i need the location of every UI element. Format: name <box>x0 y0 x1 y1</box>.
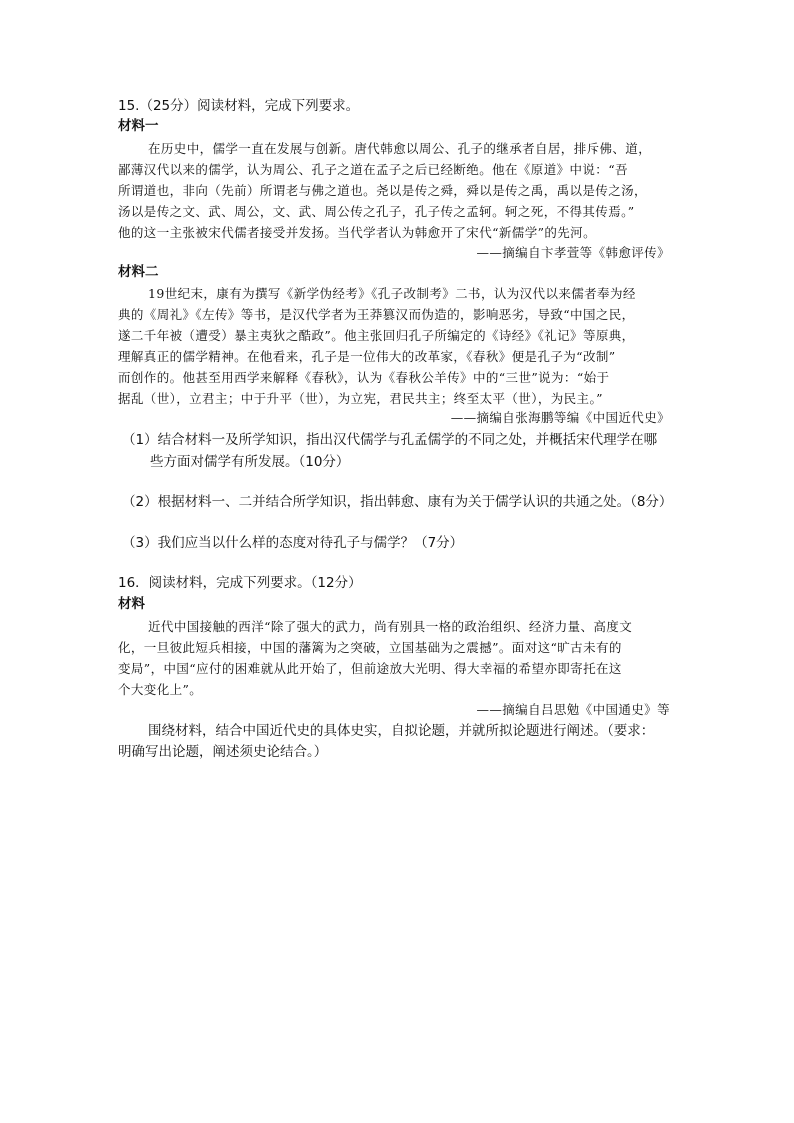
q15-question-3: （3）我们应当以什么样的态度对待孔子与儒学？（7分） <box>122 535 464 551</box>
q16-line: 近代中国接触的西洋“除了强大的武力，尚有别具一格的政治组织、经济力量、高度文 <box>148 619 633 634</box>
q15-m2-line: 典的《周礼》《左传》等书，是汉代学者为王莽篡汉而伪造的，影响恶劣，导致“中国之民， <box>118 307 635 322</box>
q15-question-1: （1）结合材料一及所学知识，指出汉代儒学与孔孟儒学的不同之处，并概括宋代理学在哪 <box>122 432 658 448</box>
q15-m1-source: ——摘编自卞孝萱等《韩愈评传》 <box>476 245 670 260</box>
q16-source: ——摘编自吕思勉《中国通史》等 <box>476 702 670 717</box>
q15-m1-line: 鄙薄汉代以来的儒学，认为周公、孔子之道在孟子之后已经断绝。他在《原道》中说：“吾 <box>118 162 628 177</box>
q15-question-1-cont: 些方面对儒学有所发展。（10分） <box>150 454 350 470</box>
q15-m1-line: 汤以是传之文、武、周公，文、武、周公传之孔子，孔子传之孟轲。轲之死，不得其传焉。” <box>118 204 635 219</box>
q16-line: 个大变化上”。 <box>118 682 203 697</box>
q16-task-cont: 明确写出论题，阐述须史论结合。） <box>118 744 328 760</box>
q16-task: 围绕材料，结合中国近代史的具体史实，自拟论题，并就所拟论题进行阐述。（要求： <box>148 723 655 739</box>
q16-header: 16．阅读材料，完成下列要求。（12分） <box>118 575 362 591</box>
q15-m2-line: 理解真正的儒学精神。在他看来，孔子是一位伟大的改革家，《春秋》便是孔子为“改制” <box>118 349 616 364</box>
q15-question-2: （2）根据材料一、二并结合所学知识，指出韩愈、康有为关于儒学认识的共通之处。（8分） <box>122 494 673 510</box>
q15-header: 15.（25分）阅读材料，完成下列要求。 <box>118 98 360 114</box>
q15-m2-line: 遂二千年被（遭受）暴主夷狄之酷政”。他主张回归孔子所编定的《诗经》《礼记》等原典， <box>118 328 635 343</box>
q15-m1-line: 在历史中，儒学一直在发展与创新。唐代韩愈以周公、孔子的继承者自居，排斥佛、道， <box>148 141 652 156</box>
q15-material1-label: 材料一 <box>118 118 159 134</box>
q16-line: 化，一旦彼此短兵相接，中国的藩篱为之突破，立国基础为之震撼”。面对这“旷古未有的 <box>118 640 622 655</box>
q15-m2-line: 19世纪末，康有为撰写《新学伪经考》《孔子改制考》二书，认为汉代以来儒者奉为经 <box>148 286 636 301</box>
q15-m1-line: 他的这一主张被宋代儒者接受并发扬。当代学者认为韩愈开了宋代“新儒学”的先河。 <box>118 225 596 240</box>
q15-m2-source: ——摘编自张海鹏等编《中国近代史》 <box>450 410 670 425</box>
q15-m2-line: 而创作的。他甚至用西学来解释《春秋》，认为《春秋公羊传》中的“三世”说为：“始于 <box>118 370 610 385</box>
q15-m2-line: 据乱（世），立君主；中于升平（世），为立宪，君民共主；终至太平（世），为民主。” <box>118 391 603 406</box>
q15-m1-line: 所谓道也，非向（先前）所谓老与佛之道也。尧以是传之舜，舜以是传之禹，禹以是传之汤， <box>118 183 647 198</box>
q16-line: 变局”，中国“应付的困难就从此开始了，但前途放大光明、得大幸福的希望亦即寄托在这 <box>118 661 622 676</box>
q15-material2-label: 材料二 <box>118 264 159 280</box>
q16-material-label: 材料 <box>118 596 145 612</box>
